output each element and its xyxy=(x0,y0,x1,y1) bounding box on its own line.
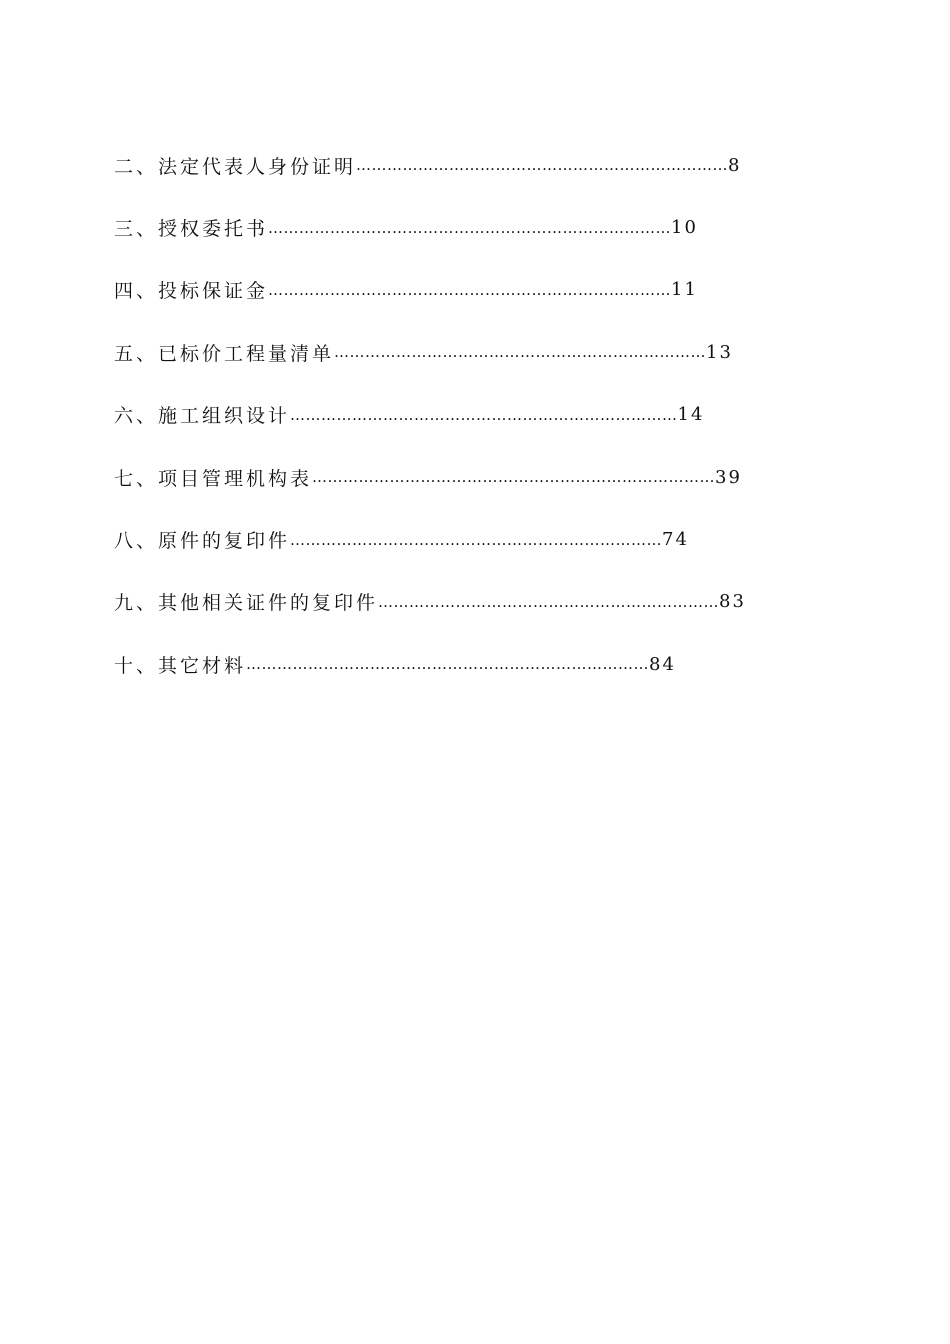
toc-entry[interactable] xyxy=(114,259,834,321)
toc-entry-label: 六、施工组织设计 xyxy=(114,405,291,428)
toc-entry-page: 83 xyxy=(719,591,746,613)
toc-entry[interactable] xyxy=(114,508,834,570)
toc-entry-leader: ……………………………………………………………… xyxy=(290,530,663,549)
toc-entry-leader: …………………………………………………………………… xyxy=(268,218,672,237)
toc-entry[interactable] xyxy=(114,384,834,446)
toc-entry-label: 九、其他相关证件的复印件 xyxy=(114,592,379,615)
toc-entry-page: 84 xyxy=(649,653,676,675)
toc-entry-page: 8 xyxy=(728,154,742,176)
toc-entry-label: 七、项目管理机构表 xyxy=(114,467,313,490)
toc-entry[interactable] xyxy=(114,134,834,196)
table-of-contents xyxy=(114,134,834,696)
toc-entry-page: 11 xyxy=(671,279,698,301)
toc-entry-label: 四、投标保证金 xyxy=(114,280,269,303)
toc-entry-label: 八、原件的复印件 xyxy=(114,530,291,553)
toc-entry-leader: ……………………………………………………………… xyxy=(334,343,707,362)
toc-entry-leader: …………………………………………………………………… xyxy=(312,468,716,487)
toc-entry[interactable] xyxy=(114,446,834,508)
toc-entry-label: 三、授权委托书 xyxy=(114,218,269,241)
toc-entry-page: 10 xyxy=(671,217,698,239)
toc-entry-leader: ………………………………………………………… xyxy=(378,592,720,611)
toc-entry-page: 14 xyxy=(677,404,705,426)
toc-entry-page: 13 xyxy=(706,341,733,363)
toc-entry-leader: ………………………………………………………………… xyxy=(290,405,678,424)
toc-entry-leader: …………………………………………………………………… xyxy=(268,280,672,299)
toc-entry[interactable] xyxy=(114,571,834,633)
toc-entry[interactable] xyxy=(114,633,834,695)
toc-entry-page: 39 xyxy=(715,466,742,488)
toc-entry[interactable] xyxy=(114,196,834,258)
toc-entry-leader: …………………………………………………………………… xyxy=(246,655,650,674)
toc-entry-label: 十、其它材料 xyxy=(114,654,247,677)
toc-entry-label: 二、法定代表人身份证明 xyxy=(114,155,357,178)
toc-entry-label: 五、已标价工程量清单 xyxy=(114,342,335,365)
toc-entry-leader: ……………………………………………………………… xyxy=(356,156,729,175)
toc-entry[interactable] xyxy=(114,321,834,383)
toc-entry-page: 74 xyxy=(662,529,689,551)
